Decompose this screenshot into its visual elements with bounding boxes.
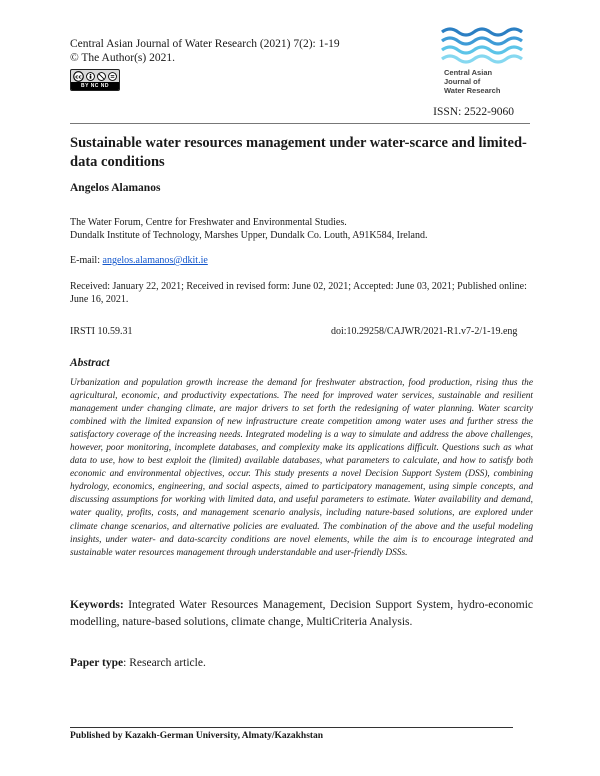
doi[interactable]: doi:10.29258/CAJWR/2021-R1.v7-2/1-19.eng <box>331 326 518 337</box>
logo-line: Water Research <box>444 86 501 95</box>
publisher-footer: Published by Kazakh-German University, Almaty/Kazakhstan <box>70 731 324 741</box>
cc-license-badge[interactable] <box>70 69 120 91</box>
affiliation-line: The Water Forum, Centre for Freshwater and Environmental Studies. <box>70 217 347 228</box>
affiliation-line: Dundalk Institute of Technology, Marshes Upper, Dundalk Co. Louth, A91K584, Ireland. <box>70 230 428 241</box>
footer-divider <box>70 727 513 728</box>
abstract-text: Urbanization and population growth increase the demand for freshwater abstraction, food production, rising thus the agricultural, economic, and productivity expectations. The need for improved water services, sustainable and resilient management under changing climate, are major drivers to set forth the redesigning of water planning. Water scarcity combined with the limited expansion of new infrastructure create competition among water uses and further stress the satisfactory coverage of the increasing needs. Integrated modeling is a way to simulate and address the above challenges, however, poor monitoring, incomplete databases, and complexity make its applications difficult. Questions such as what data to use, how to best exploit the (limited) available databases, what parameters to calculate, and how to satisfy both economic and environmental objectives, occur. This study presents a novel Decision Support System (DSS), combining hydrology, economics, engineering, and social aspects, aimed to participatory management, using simple concepts, and discussing assumptions for working with limited data, and useful parameters to estimate. Water availability and demand, water quality, profits, costs, and management scenario analysis, including nature-based solutions, are explored under climate change scenarios, and alternative policies are evaluated. The combination of the above and the useful modeling insights, under water- and data-scarcity conditions are novel elements, while the aim is to encourage integrated and sustainable water resources management through understandable and user-friendly DSSs. <box>70 378 533 558</box>
affiliation <box>70 216 532 242</box>
email-label: E-mail: <box>70 255 100 266</box>
keywords-text: Integrated Water Resources Management, Decision Support System, hydro-economic modelling, nature-based solutions, climate change, MultiCriteria Analysis. <box>70 599 533 628</box>
journal-logo-text <box>444 68 524 95</box>
issn: ISSN: 2522-9060 <box>433 106 514 118</box>
article-dates: Received: January 22, 2021; Received in revised form: June 02, 2021; Accepted: June 03, 2021; Published online: June 16, 2021. <box>70 281 527 305</box>
paper-type-label: Paper type <box>70 657 124 669</box>
noderivatives-icon <box>108 72 117 81</box>
logo-line: Journal of <box>444 77 481 86</box>
logo-line: Central Asian <box>444 68 493 77</box>
attribution-icon <box>86 72 95 81</box>
svg-text:cc: cc <box>75 74 82 81</box>
journal-logo-waves-icon <box>438 24 524 66</box>
paper-type-value: : Research article. <box>123 657 206 669</box>
abstract-heading: Abstract <box>70 357 110 369</box>
noncommercial-icon <box>97 72 106 81</box>
irsti-code: IRSTI 10.59.31 <box>70 326 133 337</box>
journal-citation: Central Asian Journal of Water Research (2021) 7(2): 1-19 <box>70 38 340 50</box>
email-link[interactable]: angelos.alamanos@dkit.ie <box>102 255 208 266</box>
cc-icon <box>73 71 84 82</box>
paper-type <box>70 657 206 669</box>
author-name: Angelos Alamanos <box>70 182 161 194</box>
keywords <box>70 597 533 631</box>
email-line <box>70 254 532 267</box>
header-divider <box>70 123 530 124</box>
copyright-notice: © The Author(s) 2021. <box>70 52 175 64</box>
cc-badge-text: BY NC ND <box>71 82 119 90</box>
keywords-label: Keywords: <box>70 599 124 611</box>
article-title: Sustainable water resources management under water-scarce and limited-data conditions <box>70 135 527 170</box>
